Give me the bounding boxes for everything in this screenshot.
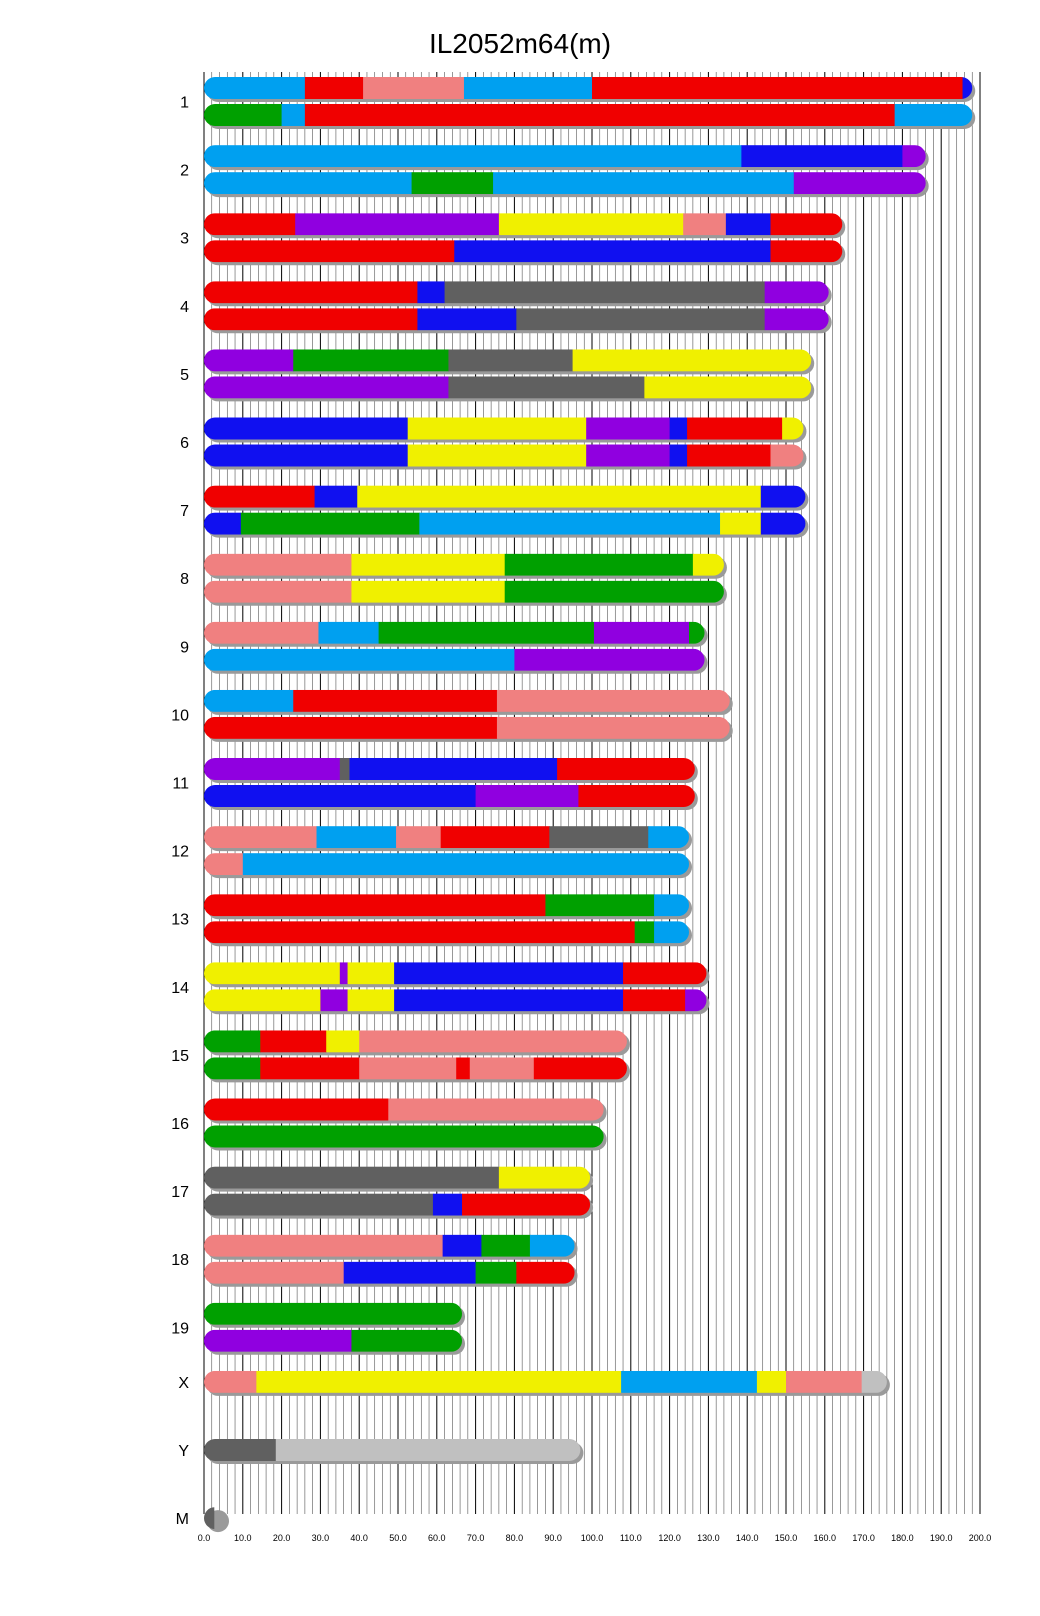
homolog — [204, 622, 705, 644]
segment-blue — [344, 1262, 477, 1284]
segment-blue — [417, 308, 517, 330]
segment-red — [204, 240, 455, 262]
segment-red — [534, 1057, 628, 1079]
segment-blue — [315, 486, 358, 508]
homolog — [204, 758, 695, 780]
segment-yellow — [348, 989, 395, 1011]
segment-green — [635, 921, 655, 943]
segment-gray — [204, 1167, 499, 1189]
segment-purple — [204, 758, 340, 780]
segment-pink — [204, 581, 352, 603]
chromosome-label: 1 — [180, 94, 189, 112]
chromosome-label: M — [175, 1511, 189, 1529]
segment-blue — [726, 213, 771, 235]
segment-yellow — [757, 1371, 787, 1393]
segment-pink — [497, 717, 730, 739]
segment-purple — [794, 172, 927, 194]
segment-lightblue — [204, 77, 305, 99]
segment-lightblue — [204, 649, 515, 671]
x-tick-label: 120.0 — [658, 1533, 681, 1543]
homolog — [204, 785, 695, 807]
homolog — [204, 690, 730, 712]
segment-purple — [204, 1330, 352, 1352]
homolog — [204, 1507, 214, 1529]
homolog — [204, 1057, 628, 1079]
segment-yellow — [357, 486, 761, 508]
segment-gray — [448, 376, 645, 398]
segment-green — [476, 1262, 517, 1284]
segment-lightblue — [621, 1371, 757, 1393]
segment-green — [204, 1030, 261, 1052]
segment-blue — [761, 513, 806, 535]
segment-green — [545, 894, 654, 916]
homolog — [204, 1167, 591, 1189]
chromosome-label: 4 — [180, 298, 189, 316]
homolog — [204, 308, 829, 330]
segment-red — [204, 1099, 389, 1121]
segment-red — [557, 758, 695, 780]
segment-yellow — [326, 1030, 360, 1052]
homolog — [204, 213, 843, 235]
chromosome-label: 6 — [180, 435, 189, 452]
segment-gray — [204, 1194, 434, 1216]
chromosome-label: 10 — [171, 707, 189, 725]
chromosome-16 — [171, 1099, 606, 1151]
segment-gray — [204, 1439, 276, 1461]
homolog — [204, 281, 829, 303]
segment-red — [441, 826, 550, 848]
segment-yellow — [204, 962, 340, 984]
chromosome-13 — [171, 894, 692, 946]
segment-green — [204, 104, 282, 126]
segment-pink — [204, 826, 317, 848]
segment-blue — [417, 281, 445, 303]
chromosome-label: 5 — [180, 366, 189, 384]
segment-lightblue — [204, 172, 412, 194]
segment-lightblue — [530, 1235, 575, 1257]
chromosome-label: 17 — [171, 1184, 189, 1202]
x-tick-label: 140.0 — [735, 1533, 759, 1543]
segment-yellow — [499, 213, 684, 235]
segment-lightblue — [654, 921, 690, 943]
chromosome-label: 7 — [180, 503, 189, 521]
segment-red — [293, 690, 497, 712]
chromosome-label: 11 — [172, 775, 189, 793]
chromosome-4 — [180, 281, 832, 333]
segment-purple — [320, 989, 348, 1011]
segment-yellow — [348, 962, 395, 984]
segment-blue — [670, 418, 688, 440]
x-tick-label: 170.0 — [852, 1533, 875, 1543]
segment-blue — [394, 989, 624, 1011]
segment-blue — [670, 445, 688, 467]
segment-lightblue — [282, 104, 306, 126]
chromosome-8 — [180, 554, 727, 606]
homolog — [204, 77, 973, 99]
segment-yellow — [408, 445, 587, 467]
x-tick-label: 70.0 — [466, 1533, 485, 1543]
segment-lightblue — [317, 826, 397, 848]
chromosome-label: 16 — [171, 1116, 189, 1133]
segment-green — [293, 349, 449, 371]
segment-red — [516, 1262, 575, 1284]
segment-red — [260, 1030, 327, 1052]
segment-red — [204, 486, 315, 508]
chromosome-label: 8 — [180, 571, 189, 589]
segment-gray — [445, 281, 766, 303]
homolog — [204, 1235, 575, 1257]
chart-title: IL2052m64(m) — [428, 28, 612, 59]
segment-pink — [770, 445, 804, 467]
x-tick-label: 90.0 — [544, 1533, 562, 1543]
segment-lightblue — [648, 826, 689, 848]
chromosome-label: X — [178, 1374, 189, 1392]
homolog — [204, 717, 730, 739]
segment-red — [592, 77, 963, 99]
segment-lightblue — [204, 690, 294, 712]
homolog — [204, 921, 690, 943]
chromosome-18 — [171, 1235, 577, 1287]
segment-pink — [388, 1099, 604, 1121]
chromosome-label: 9 — [180, 639, 189, 657]
homolog — [204, 581, 725, 603]
segment-pink — [204, 1262, 344, 1284]
segment-lightblue — [895, 104, 973, 126]
segment-purple — [295, 213, 499, 235]
segment-purple — [765, 308, 830, 330]
segment-pink — [363, 77, 464, 99]
segment-purple — [476, 785, 579, 807]
x-tick-label: 190.0 — [929, 1533, 953, 1543]
homolog — [204, 104, 973, 126]
segment-yellow — [351, 554, 505, 576]
segment-blue — [204, 513, 241, 535]
segment-green — [379, 622, 595, 644]
segment-blue — [741, 145, 903, 167]
segment-purple — [204, 349, 294, 371]
segment-red — [687, 445, 771, 467]
segment-blue — [350, 758, 558, 780]
homolog — [204, 853, 690, 875]
homolog — [204, 1030, 628, 1052]
segment-yellow — [644, 376, 811, 398]
chromosome-2 — [180, 145, 929, 197]
chromosome-y — [178, 1439, 583, 1464]
segment-green — [204, 1057, 261, 1079]
homolog — [204, 145, 926, 167]
homolog — [204, 486, 806, 508]
x-tick-label: 160.0 — [813, 1533, 837, 1543]
segment-yellow — [720, 513, 761, 535]
segment-blue — [454, 240, 771, 262]
segment-green — [241, 513, 420, 535]
segment-lightblue — [419, 513, 720, 535]
segment-red — [462, 1194, 591, 1216]
segment-red — [578, 785, 695, 807]
segment-red — [623, 989, 686, 1011]
chromosome-label: 13 — [171, 911, 189, 929]
segment-lightblue — [243, 853, 690, 875]
segment-red — [305, 104, 895, 126]
segment-gray — [204, 1507, 214, 1529]
segment-red — [204, 717, 498, 739]
segment-red — [204, 894, 546, 916]
x-tick-label: 50.0 — [389, 1533, 407, 1543]
x-tick-label: 100.0 — [580, 1533, 604, 1543]
segment-pink — [497, 690, 730, 712]
segment-purple — [594, 622, 690, 644]
segment-purple — [765, 281, 830, 303]
segment-yellow — [693, 554, 725, 576]
x-tick-label: 150.0 — [774, 1533, 798, 1543]
chromosome-19 — [171, 1303, 465, 1355]
homolog — [204, 445, 804, 467]
segment-purple — [586, 418, 670, 440]
segment-yellow — [204, 989, 321, 1011]
segment-blue — [433, 1194, 463, 1216]
x-tick-label: 200.0 — [968, 1533, 992, 1543]
segment-purple — [586, 445, 670, 467]
segment-gray — [516, 308, 765, 330]
segment-gray — [448, 349, 573, 371]
x-tick-label: 40.0 — [350, 1533, 368, 1543]
chromosome-label: 19 — [171, 1320, 189, 1338]
segment-pink — [204, 853, 243, 875]
segment-red — [687, 418, 783, 440]
segment-pink — [204, 622, 319, 644]
segment-lightgray — [862, 1371, 888, 1393]
homolog — [204, 1099, 604, 1121]
chromosome-x — [178, 1371, 890, 1396]
segment-pink — [204, 554, 352, 576]
chromosome-label: 18 — [171, 1252, 189, 1270]
segment-lightblue — [654, 894, 690, 916]
segment-blue — [204, 418, 408, 440]
homolog — [204, 554, 725, 576]
segment-lightblue — [318, 622, 379, 644]
chromosome-label: 2 — [180, 162, 189, 180]
segment-red — [456, 1057, 470, 1079]
chromosome-11 — [172, 758, 697, 810]
x-tick-label: 60.0 — [428, 1533, 446, 1543]
homolog — [204, 1262, 575, 1284]
homolog — [204, 240, 843, 262]
chromosome-12 — [171, 826, 692, 878]
homolog — [204, 894, 690, 916]
segment-purple — [514, 649, 705, 671]
segment-yellow — [256, 1371, 621, 1393]
x-tick-label: 80.0 — [505, 1533, 524, 1543]
segment-red — [204, 281, 418, 303]
homolog — [204, 349, 812, 371]
chromosome-9 — [180, 622, 707, 674]
chromosome-5 — [180, 349, 814, 401]
chromosome-14 — [171, 962, 709, 1014]
homolog — [204, 989, 707, 1011]
segment-yellow — [573, 349, 812, 371]
homolog — [204, 1194, 591, 1216]
homolog — [204, 1126, 604, 1148]
chromosome-label: 15 — [171, 1047, 189, 1065]
homolog — [204, 1371, 887, 1393]
segment-pink — [683, 213, 726, 235]
segment-purple — [204, 376, 449, 398]
homolog — [204, 1439, 581, 1461]
chromosome-10 — [171, 690, 733, 742]
segment-red — [770, 240, 842, 262]
segment-green — [351, 1330, 462, 1352]
segment-green — [204, 1126, 604, 1148]
segment-pink — [204, 1235, 443, 1257]
segment-lightgray — [276, 1439, 581, 1461]
segment-pink — [204, 1371, 257, 1393]
segment-yellow — [351, 581, 505, 603]
segment-pink — [396, 826, 441, 848]
segment-purple — [340, 962, 348, 984]
chromosome-7 — [180, 486, 808, 538]
segment-pink — [359, 1030, 627, 1052]
segment-green — [481, 1235, 530, 1257]
homolog — [204, 962, 707, 984]
homolog — [204, 172, 926, 194]
x-tick-label: 30.0 — [311, 1533, 330, 1543]
segment-yellow — [499, 1167, 591, 1189]
segment-red — [204, 921, 635, 943]
segment-red — [623, 962, 707, 984]
segment-green — [412, 172, 494, 194]
chromosome-3 — [180, 213, 845, 265]
segment-green — [505, 554, 694, 576]
homolog — [204, 649, 705, 671]
x-axis — [198, 1533, 992, 1543]
segment-blue — [204, 785, 476, 807]
x-tick-label: 130.0 — [697, 1533, 720, 1543]
segment-lightblue — [464, 77, 593, 99]
chromosome-label: 12 — [171, 843, 189, 861]
segment-red — [305, 77, 364, 99]
homolog — [204, 513, 806, 535]
segment-pink — [470, 1057, 535, 1079]
chromosome-label: 14 — [171, 979, 189, 997]
homolog — [204, 826, 690, 848]
segment-red — [770, 213, 842, 235]
x-tick-label: 180.0 — [891, 1533, 914, 1543]
segment-blue — [443, 1235, 482, 1257]
segment-red — [204, 308, 418, 330]
homolog — [204, 376, 812, 398]
x-tick-label: 110.0 — [619, 1533, 642, 1543]
segment-gray — [549, 826, 649, 848]
segment-green — [204, 1303, 463, 1325]
segment-yellow — [408, 418, 587, 440]
segment-red — [260, 1057, 360, 1079]
segment-blue — [394, 962, 624, 984]
x-tick-label: 0.0 — [197, 1533, 211, 1543]
segment-gray — [340, 758, 350, 780]
segment-red — [204, 213, 296, 235]
segment-lightblue — [204, 145, 742, 167]
segment-blue — [761, 486, 806, 508]
segment-pink — [359, 1057, 457, 1079]
homolog — [204, 1303, 463, 1325]
x-tick-label: 10.0 — [234, 1533, 252, 1543]
segment-lightblue — [493, 172, 794, 194]
x-tick-label: 20.0 — [272, 1533, 291, 1543]
segment-blue — [204, 445, 408, 467]
segment-green — [505, 581, 725, 603]
homolog — [204, 418, 804, 440]
homolog — [204, 1330, 463, 1352]
chromosome-label: Y — [178, 1443, 189, 1460]
chromosome-m — [176, 1507, 229, 1532]
chromosome-label: 3 — [180, 230, 189, 248]
segment-pink — [786, 1371, 862, 1393]
